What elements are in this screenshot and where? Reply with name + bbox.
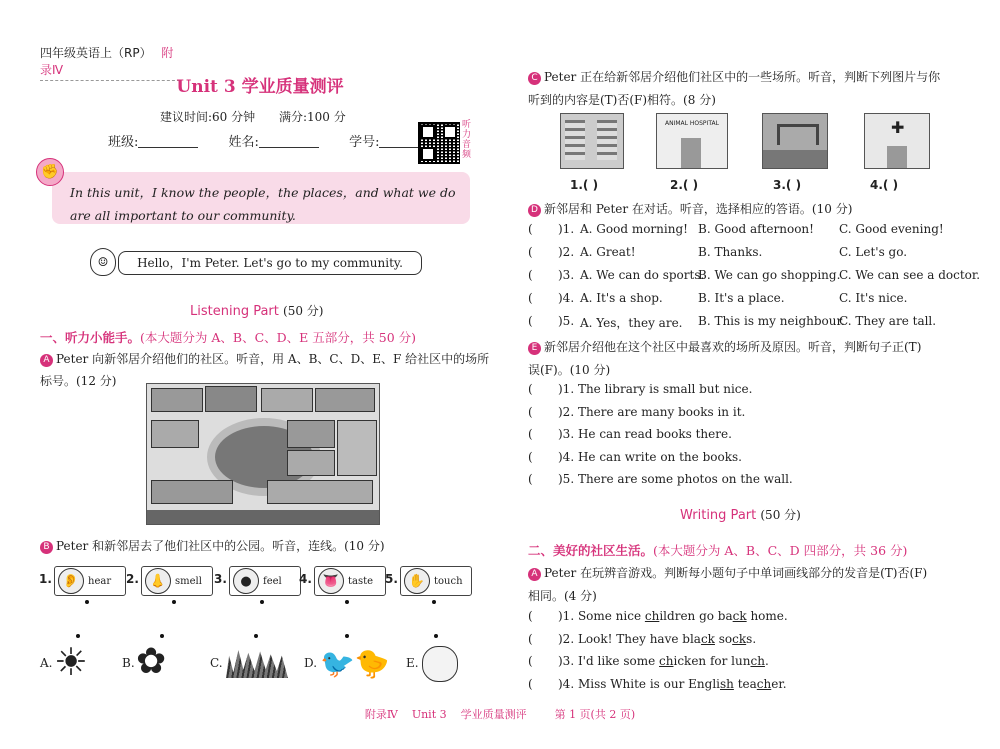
qr-code[interactable]	[418, 122, 460, 164]
picture-label-a: A.	[40, 656, 53, 670]
apple-icon	[422, 646, 458, 682]
w-question-4: ( )4. Miss White is our English teacher.	[528, 676, 787, 691]
page-footer: 附录Ⅳ Unit 3 学业质量测评 第 1 页(共 2 页)	[364, 708, 636, 721]
name-label: 姓名:	[228, 135, 259, 150]
picture-label-d: D.	[304, 656, 318, 670]
d-question-3: ( )3. A. We can do sports. B. We can go shopping. C. We can see a doctor.	[528, 268, 981, 282]
section-w-text: A Peter 在玩辨音游戏。判断每小题句子中单词画线部分的发音是(T)否(F) 相同。(4 分)	[528, 566, 928, 603]
library-picture	[560, 113, 624, 169]
appendix-label: 附录Ⅳ	[40, 46, 174, 77]
e-question-list	[528, 382, 793, 495]
picture-label-c: C.	[210, 656, 223, 670]
d-question-5: ( )5. A. Yes，they are. B. This is my neighbour. C. They are tall.	[528, 314, 937, 330]
w-question-1: ( )1. Some nice children go back home.	[528, 609, 788, 623]
community-map	[146, 383, 380, 525]
match-dot-top-5[interactable]	[432, 600, 436, 604]
section-b-badge: B	[40, 541, 53, 554]
section-d-badge: D	[528, 204, 541, 217]
speech-text: Hello，I'm Peter. Let's go to my community.	[137, 256, 403, 270]
listening-title: Listening Part (50 分)	[190, 304, 324, 319]
time-label: 建议时间:60 分钟	[160, 110, 256, 124]
place-label-3: 3.( )	[773, 178, 802, 192]
writing-title: Writing Part (50 分)	[680, 508, 801, 523]
animal-hospital-picture: ANIMAL HOSPITAL	[656, 113, 728, 169]
match-dot-bottom-b[interactable]	[160, 634, 164, 638]
w-question-list	[528, 609, 788, 699]
match-dot-top-1[interactable]	[85, 600, 89, 604]
w-question-3: ( )3. I'd like some chicken for lunch.	[528, 654, 769, 668]
place-label-2: 2.( )	[670, 178, 699, 192]
e-question-2: ( )2. There are many books in it.	[528, 404, 746, 419]
sense-box-3: 3. ● feel	[229, 566, 301, 596]
section-a-text: A Peter 向新邻居介绍他们的社区。听音，用 A、B、C、D、E、F 给社区中的场所 标号。(12 分)	[40, 352, 490, 388]
sun-icon: ☀	[54, 640, 89, 684]
part2-heading: 二、美好的社区生活。(本大题分为 A、B、C、D 四部分，共 36 分)	[528, 543, 908, 558]
match-dot-top-3[interactable]	[260, 600, 264, 604]
section-c-badge: C	[528, 72, 541, 85]
section-e-text: E 新邻居介绍他在这个社区中最喜欢的场所及原因。听音，判断句子正(T) 误(F)。(10 分)	[528, 340, 922, 377]
place-label-4: 4.( )	[870, 178, 899, 192]
match-dot-top-2[interactable]	[172, 600, 176, 604]
page-title: Unit 3 学业质量测评	[176, 77, 344, 97]
section-a-badge: A	[40, 354, 53, 367]
qr-caption: 听力音频	[462, 120, 472, 160]
section-b-text: B Peter 和新邻居去了他们社区中的公园。听音，连线。(10 分)	[40, 537, 385, 554]
fist-icon: ✊	[36, 158, 64, 186]
goal-box	[52, 172, 470, 224]
score-label: 满分:100 分	[278, 110, 346, 124]
picture-label-b: B.	[122, 656, 135, 670]
flowers-icon: ✿	[136, 641, 167, 682]
section-w-badge: A	[528, 568, 541, 581]
goal-text: In this unit，I know the people，the places，and what we do are all important to our community.	[70, 185, 456, 223]
number-label: 学号:	[349, 135, 380, 150]
hand-icon: ✋	[404, 568, 430, 594]
person-icon: ●	[233, 568, 259, 594]
part1-heading: 一、听力小能手。(本大题分为 A、B、C、D、E 五部分，共 50 分)	[40, 330, 416, 345]
class-blank[interactable]	[138, 135, 198, 148]
e-question-1: ( )1. The library is small but nice.	[528, 382, 753, 396]
match-dot-top-4[interactable]	[345, 600, 349, 604]
park-picture	[762, 113, 828, 169]
hospital-picture: ✚	[864, 113, 930, 169]
match-dot-bottom-d[interactable]	[345, 634, 349, 638]
speech-bubble	[118, 251, 422, 275]
name-blank[interactable]	[259, 135, 319, 148]
d-question-2: ( )2. A. Great! B. Thanks. C. Let's go.	[528, 245, 908, 259]
e-question-4: ( )4. He can write on the books.	[528, 449, 742, 464]
match-dot-bottom-a[interactable]	[76, 634, 80, 638]
d-question-4: ( )4. A. It's a shop. B. It's a place. C. It's nice.	[528, 291, 908, 305]
section-d-text: D 新邻居和 Peter 在对话。听音，选择相应的答语。(10 分)	[528, 200, 852, 217]
picture-label-e: E.	[406, 656, 419, 670]
class-label: 班级:	[108, 135, 139, 150]
e-question-5: ( )5. There are some photos on the wall.	[528, 472, 793, 486]
sense-box-4: 4. 👅 taste	[314, 566, 386, 596]
student-fields	[108, 131, 439, 150]
e-question-3: ( )3. He can read books there.	[528, 427, 732, 441]
section-c-text: C Peter 正在给新邻居介绍他们社区中的一些场所。听音，判断下列图片与你 听到的内容是(T)否(F)相符。(8 分)	[528, 70, 941, 107]
nose-icon: 👃	[145, 568, 171, 594]
tongue-icon: 👅	[318, 568, 344, 594]
d-question-1: ( )1. A. Good morning! B. Good afternoon! C. Good evening!	[528, 222, 944, 236]
meta-line	[160, 108, 346, 125]
d-question-list	[528, 222, 981, 337]
subject-label: 四年级英语上（RP）	[40, 46, 152, 60]
sense-box-5: 5. ✋ touch	[400, 566, 472, 596]
w-question-2: ( )2. Look! They have black socks.	[528, 631, 757, 646]
match-dot-bottom-e[interactable]	[434, 634, 438, 638]
sense-box-1: 1. 👂 hear	[54, 566, 126, 596]
section-e-badge: E	[528, 342, 541, 355]
place-label-1: 1.( )	[570, 178, 599, 192]
peter-avatar-icon: ☺	[90, 248, 116, 276]
grass-icon	[226, 650, 288, 678]
ear-icon: 👂	[58, 568, 84, 594]
birds-icon: 🐦🐤	[320, 647, 390, 680]
sense-box-2: 2. 👃 smell	[141, 566, 213, 596]
match-dot-bottom-c[interactable]	[254, 634, 258, 638]
